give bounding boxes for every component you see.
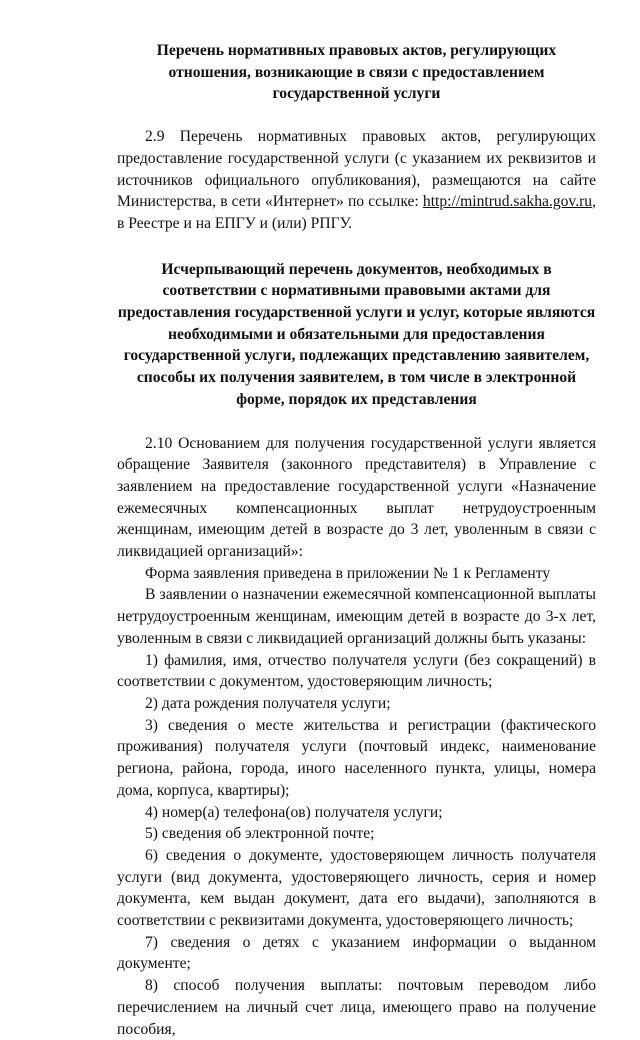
- list-item-1: 1) фамилия, имя, отчество получателя услуги (без сокращений) в соответствии с документом, удостоверяющим личность;: [117, 651, 596, 691]
- section-heading-documents-list: Исчерпывающий перечень документов, необходимых в соответствии с нормативными правовыми актами для предоставления государственной услуги и услуг, которые являются необходимыми и обязательными для предоставления государственной услуги, подлежащих представлению заявителем, способы их получения заявителем, в том числе в электронной форме, порядок их представления: [117, 260, 596, 408]
- list-item-8: 8) способ получения выплаты: почтовым переводом либо перечислением на личный счет лица, имеющего право на получение пособия,: [117, 977, 596, 1038]
- paragraph-2-9-text: 2.9 Перечень нормативных правовых актов, регулирующих предоставление государственной услуги (с указанием их реквизитов и источников официального опубликования), размещаются на сайте Министерства, в сети «Интернет» по ссылке:: [117, 128, 596, 211]
- list-item-5: 5) сведения об электронной почте;: [145, 825, 375, 843]
- paragraph-2-10: 2.10 Основанием для получения государственной услуги является обращение Заявителя (законного представителя) в Управление с заявлением на предоставление государственной услуги «Назначение ежемесячных компенсационных выплат нетрудоустроенным женщинам, имеющим детей в возрасте до 3 лет, уволенным в связи с ликвидацией организаций»:: [117, 434, 596, 561]
- list-item-3: 3) сведения о месте жительства и регистрации (фактического проживания) получателя услуги (почтовый индекс, наименование региона, района, города, иного населенного пункта, улицы, номера дома, корпуса, квартиры);: [117, 716, 596, 799]
- list-item-4: 4) номер(а) телефона(ов) получателя услуги;: [145, 803, 443, 821]
- list-item-7: 7) сведения о детях с указанием информации о выданном документе;: [117, 933, 596, 973]
- paragraph-application-requirements: В заявлении о назначении ежемесячной компенсационной выплаты нетрудоустроенным женщинам, имеющим детей в возрасте до 3-х лет, уволенным в связи с ликвидацией организаций должны быть указаны:: [117, 586, 596, 647]
- ministry-website-link[interactable]: http://mintrud.sakha.gov.ru: [422, 193, 593, 211]
- section-heading-legal-acts: Перечень нормативных правовых актов, регулирующих отношения, возникающие в связи с предоставлением государственной услуги: [156, 42, 557, 103]
- list-item-6: 6) сведения о документе, удостоверяющем личность получателя услуги (вид документа, удостоверяющего личность, серия и номер документа, кем выдан документ, дата его выдачи), заполняются в соответствии с реквизитами документа, удостоверяющего личность;: [117, 846, 596, 930]
- list-item-2: 2) дата рождения получателя услуги;: [145, 694, 391, 712]
- document-page: [117, 40, 596, 1040]
- paragraph-2-9: [117, 126, 596, 235]
- paragraph-form-note: Форма заявления приведена в приложении № 1 к Регламенту: [145, 564, 551, 582]
- paragraph-2-9-tail: , в Реестре и на ЕПГУ и (или) РПГУ.: [117, 193, 596, 232]
